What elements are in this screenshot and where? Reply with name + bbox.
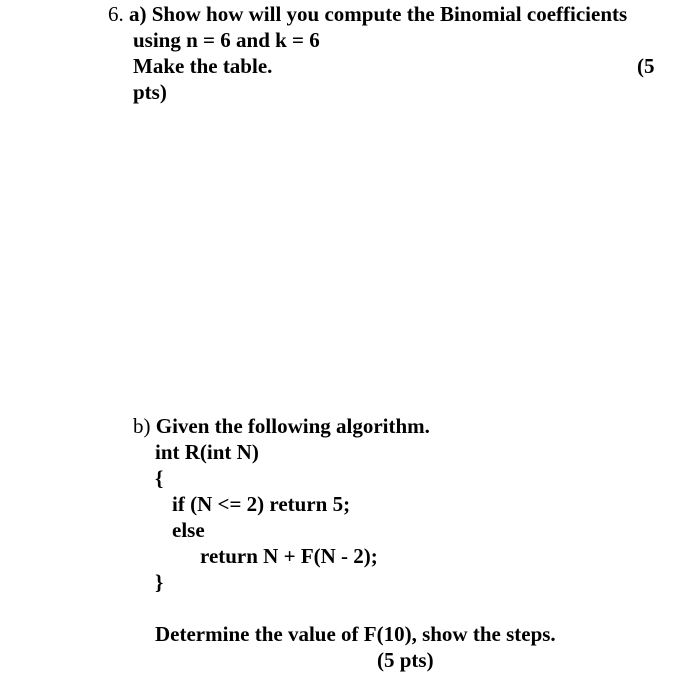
code-line-open-brace: { [155, 466, 164, 490]
code-line-if: if (N <= 2) return 5; [172, 492, 351, 516]
part-a-points-open: (5 [637, 54, 655, 78]
question-6-a-line-1 [108, 2, 627, 26]
part-a-text-line-3: Make the table. [133, 54, 273, 78]
part-a-text-line-2: using n = 6 and k = 6 [133, 28, 320, 52]
code-line-signature: int R(int N) [155, 440, 259, 464]
code-line-return: return N + F(N - 2); [200, 544, 378, 568]
part-b-label: b) [133, 414, 151, 438]
part-a-points-close: pts) [133, 80, 167, 104]
part-b-intro: Given the following algorithm. [155, 414, 430, 438]
part-b-intro-line [133, 414, 430, 438]
code-line-close-brace: } [155, 570, 164, 594]
question-number: 6. [108, 2, 124, 26]
part-a-text-line-1: Show how will you compute the Binomial coefficients [151, 2, 628, 26]
code-line-else: else [172, 518, 205, 542]
part-b-points: (5 pts) [377, 648, 434, 672]
part-a-label: a) [129, 2, 147, 26]
part-b-task: Determine the value of F(10), show the steps. [155, 622, 556, 646]
